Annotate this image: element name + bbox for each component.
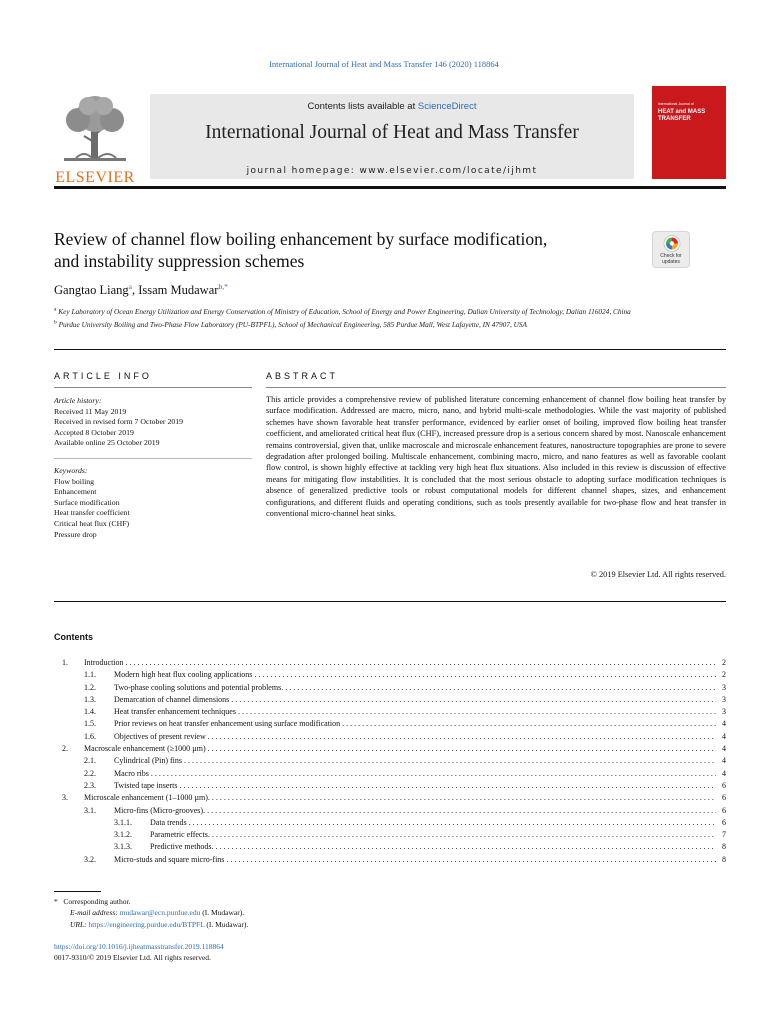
toc-entry[interactable]: [54, 755, 726, 767]
email-note: [54, 907, 248, 918]
affiliation-item: [54, 320, 726, 331]
url-note: [54, 919, 248, 930]
toc-entry-title[interactable]: Heat transfer enhancement techniques . . .: [114, 706, 716, 718]
footnote-text: Corresponding author.: [63, 897, 131, 906]
header-divider: [54, 186, 726, 189]
toc-entry-number: 3.2.: [84, 854, 96, 864]
toc-entry[interactable]: [54, 780, 726, 792]
title-line: Review of channel flow boiling enhancement by surface modification,: [54, 229, 548, 249]
article-title: [54, 228, 644, 272]
toc-entry-page: 4: [722, 731, 726, 741]
toc-entry-title[interactable]: Cylindrical (Pin) fins . . .: [114, 755, 716, 767]
toc-entry-number: 1.: [62, 658, 68, 667]
toc-entry-page: 6: [722, 817, 726, 827]
toc-entry-number: 1.1.: [84, 670, 96, 680]
journal-header-box: [150, 94, 634, 179]
toc-entry-title[interactable]: Modern high heat flux cooling applications . . .: [114, 669, 716, 681]
section-divider: [54, 601, 726, 602]
author-name[interactable]: Issam Mudawar: [138, 283, 219, 297]
toc-entry-number: 2.2.: [84, 768, 96, 778]
toc-entry[interactable]: [54, 792, 726, 804]
affiliation-mark: b: [54, 319, 57, 326]
toc-entry-number: 1.3.: [84, 694, 96, 704]
check-updates-line: updates: [662, 259, 680, 265]
toc-entry-title[interactable]: Micro-studs and square micro-fins . . .: [114, 854, 716, 866]
toc-entry-number: 3.1.2.: [114, 830, 132, 840]
toc-entry[interactable]: [54, 682, 726, 694]
email-link[interactable]: mudawar@ecn.purdue.edu: [119, 908, 201, 918]
author-separator: ,: [131, 283, 139, 297]
cover-small-text: International Journal of: [658, 102, 694, 106]
toc-entry-page: 6: [722, 805, 726, 815]
keywords-divider: [54, 458, 252, 459]
journal-homepage[interactable]: journal homepage: www.elsevier.com/locate/ijhmt: [246, 166, 538, 176]
contents-available-text: Contents lists available at: [307, 101, 418, 112]
toc-entry[interactable]: [54, 731, 726, 743]
cover-title-line: HEAT and MASS: [658, 109, 706, 115]
article-info-divider: [54, 387, 252, 388]
journal-masthead: [54, 86, 726, 186]
toc-entry-title[interactable]: Data trends . . .: [150, 817, 716, 829]
toc-entry-title[interactable]: Introduction . . .: [84, 657, 716, 669]
keyword-item: Heat transfer coefficient: [54, 508, 130, 518]
history-item: Accepted 8 October 2019: [54, 427, 134, 437]
toc-entry-page: 4: [722, 719, 726, 729]
toc-entry-page: 3: [722, 707, 726, 717]
toc-entry-title[interactable]: Prior reviews on heat transfer enhancement using surface modification . . .: [114, 718, 716, 730]
toc-entry[interactable]: [54, 694, 726, 706]
footnotes: [54, 896, 248, 930]
toc-entry-page: 4: [722, 744, 726, 754]
affiliation-item: [54, 307, 726, 318]
toc-entry-page: 3: [722, 694, 726, 704]
abstract-copyright: © 2019 Elsevier Ltd. All rights reserved.: [590, 570, 726, 579]
author-list: [54, 283, 228, 298]
url-link[interactable]: https://engineering.purdue.edu/BTPFL: [88, 919, 205, 929]
toc-entry-number: 1.4.: [84, 707, 96, 717]
elsevier-tree-icon: [58, 92, 132, 166]
toc-entry-title[interactable]: Demarcation of channel dimensions . . .: [114, 694, 716, 706]
toc-entry-page: 6: [722, 780, 726, 790]
toc-entry[interactable]: [54, 706, 726, 718]
email-label: E-mail address:: [70, 908, 120, 918]
toc-entry-page: 4: [722, 768, 726, 778]
url-suffix: (I. Mudawar).: [204, 919, 249, 929]
toc-entry-page: 4: [722, 756, 726, 766]
toc-entry-number: 3.: [62, 793, 68, 803]
cover-title-line: TRANSFER: [658, 116, 691, 122]
table-of-contents: [54, 657, 726, 866]
toc-entry-number: 1.6.: [84, 731, 96, 741]
keyword-item: Pressure drop: [54, 529, 97, 539]
article-info-heading: ARTICLE INFO: [54, 371, 152, 381]
abstract-divider: [266, 387, 726, 388]
toc-entry[interactable]: [54, 768, 726, 780]
toc-entry-number: 3.1.: [84, 805, 96, 815]
corresponding-author-note: [54, 896, 248, 907]
toc-entry[interactable]: [54, 817, 726, 829]
author-affiliation-mark[interactable]: a: [128, 281, 132, 291]
toc-entry[interactable]: [54, 743, 726, 755]
toc-entry-page: 8: [722, 842, 726, 852]
toc-entry[interactable]: [54, 669, 726, 681]
toc-entry-page: 3: [722, 682, 726, 692]
author-name[interactable]: Gangtao Liang: [54, 283, 129, 297]
contents-heading: Contents: [54, 632, 93, 642]
toc-entry-number: 2.: [62, 744, 68, 754]
toc-entry[interactable]: [54, 718, 726, 730]
toc-entry-title[interactable]: Macro ribs . . .: [114, 768, 716, 780]
toc-entry-page: 8: [722, 854, 726, 864]
check-updates-line: Check for: [660, 253, 682, 259]
toc-entry-title[interactable]: Two-phase cooling solutions and potential problems. . . .: [114, 682, 716, 694]
keyword-item: Critical heat flux (CHF): [54, 518, 130, 528]
toc-entry-title[interactable]: Parametric effects. . . .: [150, 829, 716, 841]
affiliations: [54, 307, 726, 332]
author-affiliation-mark[interactable]: b,*: [218, 281, 228, 291]
abstract-heading: ABSTRACT: [266, 371, 339, 381]
journal-citation[interactable]: International Journal of Heat and Mass Transfer 146 (2020) 118864: [269, 59, 499, 69]
toc-entry[interactable]: [54, 805, 726, 817]
affiliation-mark: a: [54, 306, 57, 313]
keyword-item: Surface modification: [54, 497, 120, 507]
journal-cover-thumbnail[interactable]: [652, 86, 726, 179]
toc-entry-page: 7: [722, 830, 726, 840]
toc-entry-page: 6: [722, 793, 726, 803]
affiliation-text: Purdue University Boiling and Two-Phase Flow Laboratory (PU-BTPFL), School of Mechanical Engineering, 585 Purdue Mall, West Lafayette, IN 47907, USA: [58, 319, 528, 329]
check-for-updates-button[interactable]: [652, 231, 690, 268]
section-divider: [54, 349, 726, 350]
toc-entry-title[interactable]: Micro-fins (Micro-grooves). . . .: [114, 805, 716, 817]
toc-entry[interactable]: [54, 657, 726, 669]
toc-entry-title[interactable]: Macroscale enhancement (≥1000 µm) . . .: [84, 743, 716, 755]
keywords: [54, 466, 252, 540]
article-history: [54, 396, 252, 449]
history-label: Article history:: [54, 396, 102, 405]
history-item: Available online 25 October 2019: [54, 438, 160, 448]
footnote-mark: *: [54, 897, 58, 906]
elsevier-wordmark: ELSEVIER: [55, 169, 135, 186]
keyword-item: Flow boiling: [54, 476, 95, 486]
toc-entry-title[interactable]: Predictive methods. . . .: [150, 841, 716, 853]
toc-entry[interactable]: [54, 841, 726, 853]
toc-entry-number: 3.1.3.: [114, 842, 132, 852]
toc-entry-number: 2.1.: [84, 756, 96, 766]
abstract-body: This article provides a comprehensive review of published literature concerning enhancement of channel flow boiling heat transfer by surface modification. Addressed are macro, micro, nano, and hybrid multi-scale methodologies. While the vast majority of published schemes have shown favorable heat transfer performance, evidenced by earlier onset of boiling, improved flow boiling heat transfer coefficient, and ameliorated critical heat flux (CHF), increased pressure drop is a serious concern shared by most. Nanoscale enhancement remains controversial, given that, unlike macroscale and microscale enhancement features, nanostructure topographies are prone to severe degradation after prolonged boiling. Multiscale enhancement, combining macro, micro, and nano features as well as favorable coolant flow control, is shown highly effective at tackling very high heat flux situations. Also included in this review is discussion of effective means for mitigating flow instabilities. It is concluded that the most serious obstacle to adopting surface modification techniques is absence of generalized predictive tools or robust computational models for different channel shapes, sizes, and enhancement configurations, and different fluids and operating conditions, such as tools presently available for two-phase flow and heat transfer in conventional micro-channel heat sinks.: [266, 395, 726, 519]
sciencedirect-link[interactable]: ScienceDirect: [417, 101, 477, 112]
toc-entry-title[interactable]: Twisted tape inserts . . .: [114, 780, 716, 792]
email-suffix: (I. Mudawar).: [200, 908, 245, 918]
doi-link[interactable]: https://doi.org/10.1016/j.ijheatmasstransfer.2019.118864: [54, 942, 224, 951]
check-updates-icon: [663, 235, 681, 252]
toc-entry-number: 3.1.1.: [114, 817, 132, 827]
contents-available-line: [150, 101, 634, 112]
affiliation-text: Key Laboratory of Ocean Energy Utilization and Energy Conservation of Ministry of Education, School of Energy and Power Engineering, Dalian University of Technology, Dalian 116024, China: [58, 307, 631, 316]
elsevier-logo[interactable]: [54, 92, 136, 184]
toc-entry[interactable]: [54, 829, 726, 841]
toc-entry[interactable]: [54, 854, 726, 866]
keyword-item: Enhancement: [54, 487, 97, 497]
history-item: Received in revised form 7 October 2019: [54, 417, 184, 427]
issn-copyright: 0017-9310/© 2019 Elsevier Ltd. All rights reserved.: [54, 953, 211, 962]
toc-entry-number: 1.2.: [84, 682, 96, 692]
url-label: URL:: [70, 919, 89, 929]
footnote-divider: [54, 891, 101, 892]
keywords-label: Keywords:: [54, 466, 88, 475]
toc-entry-page: 2: [722, 670, 726, 680]
toc-entry-number: 1.5.: [84, 719, 96, 729]
check-updates-label: [653, 253, 689, 265]
toc-entry-number: 2.3.: [84, 780, 96, 790]
toc-entry-title[interactable]: Objectives of present review . . .: [114, 731, 716, 743]
history-item: Received 11 May 2019: [54, 406, 127, 416]
toc-entry-page: 2: [722, 658, 726, 667]
journal-title: International Journal of Heat and Mass Transfer: [205, 122, 579, 143]
toc-entry-title[interactable]: Microscale enhancement (1–1000 µm). . . .: [84, 792, 716, 804]
title-line: and instability suppression schemes: [54, 251, 305, 271]
